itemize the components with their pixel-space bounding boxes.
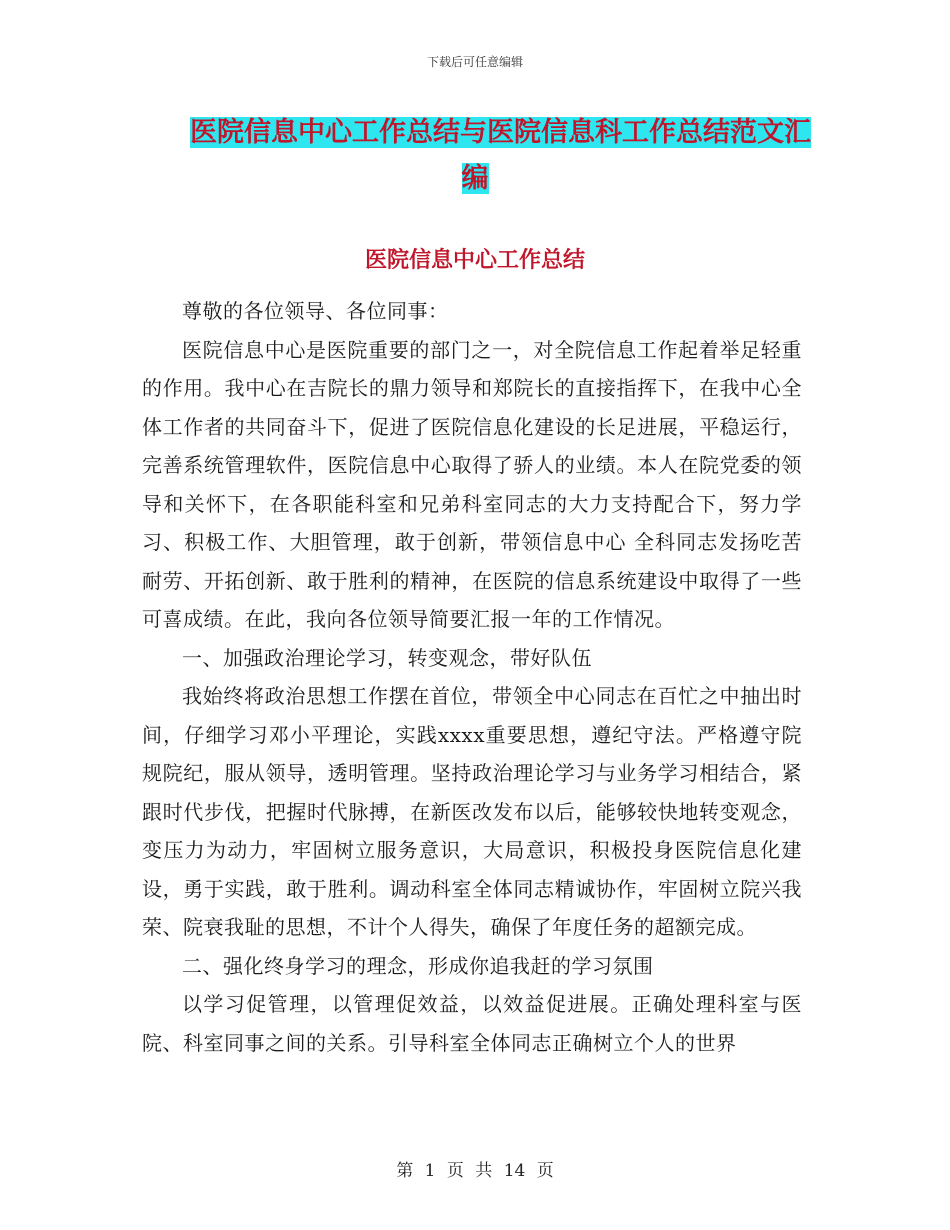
document-title-line-2: 编 <box>461 163 489 194</box>
document-body <box>142 292 802 1062</box>
salutation-paragraph: 尊敬的各位领导、各位同事： <box>182 299 449 323</box>
body-paragraph: 以学习促管理，以管理促效益，以效益促进展。正确处理科室与医院、科室同事之间的关系。引导科室全体同志正确树立个人的世界 <box>142 992 802 1055</box>
document-title-line-1: 医院信息中心工作总结与医院信息科工作总结范文汇 <box>190 117 811 148</box>
section-title: 医院信息中心工作总结 <box>364 247 585 273</box>
section-heading-2: 二、强化终身学习的理念，形成你追我赶的学习氛围 <box>182 953 654 978</box>
page-header-note: 下载后可任意编辑 <box>426 55 523 69</box>
document-title <box>190 110 810 202</box>
intro-paragraph: 医院信息中心是医院重要的部门之一，对全院信息工作起着举足轻重的作用。我中心在吉院长的鼎力领导和郑院长的直接指挥下，在我中心全体工作者的共同奋斗下，促进了医院信息化建设的长足进展，平稳运行，完善系统管理软件，医院信息中心取得了骄人的业绩。本人在院党委的领导和关怀下，在各职能科室和兄弟科室同志的大力支持配合下，努力学习、积极工作、大胆管理，敢于创新，带领信息中心 全科同志发扬吃苦耐劳、开拓创新、敢于胜利的精神，在医院的信息系统建设中取得了一些可喜成绩。在此，我向各位领导简要汇报一年的工作情况。 <box>142 337 802 631</box>
section-heading-1: 一、加强政治理论学习，转变观念，带好队伍 <box>182 645 592 670</box>
page-number-footer: 第 1 页 共 14 页 <box>396 1161 554 1181</box>
body-paragraph: 我始终将政治思想工作摆在首位，带领全中心同志在百忙之中抽出时间，仔细学习邓小平理论，实践xxxx重要思想，遵纪守法。严格遵守院规院纪，服从领导，透明管理。坚持政治理论学习与业务学习相结合，紧跟时代步伐，把握时代脉搏，在新医改发布以后，能够较快地转变观念，变压力为动力，牢固树立服务意识，大局意识，积极投身医院信息化建设，勇于实践，敢于胜利。调动科室全体同志精诚协作，牢固树立院兴我荣、院衰我耻的思想，不计个人得失，确保了年度任务的超额完成。 <box>142 684 802 939</box>
